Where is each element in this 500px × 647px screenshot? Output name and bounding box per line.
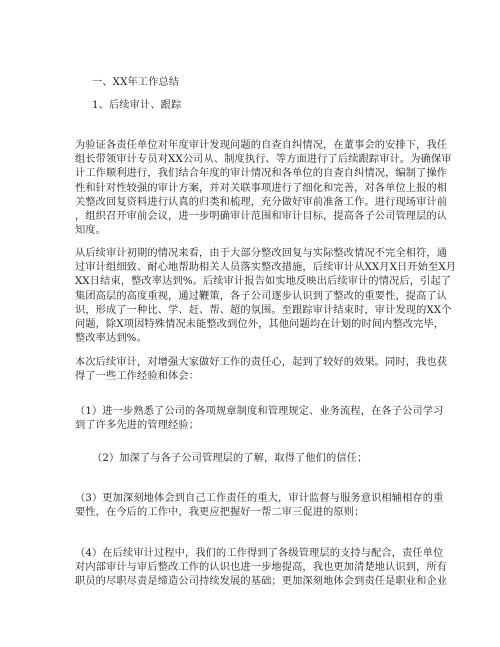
list-item-line: 对内部审计与审后整改工作的认识也进一步地提高，我也更加清楚地认识到，所有: [75, 562, 448, 573]
list-item-line: 到了许多先进的管理经验；: [75, 420, 200, 431]
paragraph-line: 整改率达到%。: [75, 333, 147, 344]
paragraph-line: 识，形成了一种比、学、赶、帮、超的氛围。至跟踪审计结束时，审计发现的XX个: [75, 305, 452, 316]
section-heading: 一、XX年工作总结: [92, 77, 180, 88]
paragraph-line: 集团高层的高度重视，通过鞭策，各子公司逐步认识到了整改的重要性，提高了认: [75, 291, 448, 302]
list-item-line: 要性，在今后的工作中，我更应把握好一帮二审三促进的原则；: [75, 507, 365, 518]
paragraph-line: 计工作顺利进行，我们结合年度的审计情况和各单位的自查自纠情况，编制了操作: [75, 168, 448, 179]
paragraph-line: 关整改回复资料进行认真的归类和梳理，充分做好审前准备工作。进行现场审计前: [75, 197, 448, 208]
paragraph-line: 得了一些工作经验和体会：: [75, 371, 200, 382]
paragraph-line: 本次后续审计，对增强大家做好工作的责任心，起到了较好的效果。同时，我也获: [75, 357, 448, 368]
list-item-line: （3）更加深刻地体会到自己工作责任的重大，审计监督与服务意识相辅相存的重: [75, 493, 444, 504]
paragraph-line: XX日结束，整改率达到%。后续审计报告如实地反映出后续审计的情况后，引起了: [75, 276, 452, 287]
paragraph-line: 过审计组细致、耐心地帮助相关人员落实整改措施，后续审计从XX月X日开始至X月: [75, 262, 457, 273]
paragraph-line: 性和针对性较强的审计方案，并对关联事项进行了细化和完善，对各单位上报的相: [75, 183, 448, 194]
list-item-line: 职员的尽职尽责是缔造公司持续发展的基础；更加深刻地体会到责任是职业和企业: [75, 576, 448, 587]
list-item-line: （4）在后续审计过程中，我们的工作得到了各级管理层的支持与配合，责任单位: [75, 548, 444, 559]
paragraph-line: 组长带领审计专员对XX公司从、制度执行、等方面进行了后续跟踪审计。为确保审: [75, 154, 452, 165]
paragraph-line: 从后续审计初期的情况来看，由于大部分整改回复与实际整改情况不完全相符，通: [75, 248, 448, 259]
paragraph-line: 问题，除X项因特殊情况未能整改到位外，其他问题均在计划的时间内整改完毕，: [75, 319, 445, 330]
paragraph-line: 知度。: [75, 225, 107, 236]
paragraph-line: ，组织召开审前会议，进一步明确审计范围和审计目标，提高各子公司管理层的认: [75, 211, 448, 222]
list-item-line: （1）进一步熟悉了公司的各项规章制度和管理规定、业务流程，在各子公司学习: [75, 406, 444, 417]
paragraph-line: 为验证各责任单位对年度审计发现问题的自查自纠情况，在董事会的安排下，我任: [75, 140, 448, 151]
subsection-heading: 1、后续审计、跟踪: [92, 100, 182, 111]
list-item-line: （2）加深了与各子公司管理层的了解，取得了他们的信任；: [92, 453, 368, 464]
